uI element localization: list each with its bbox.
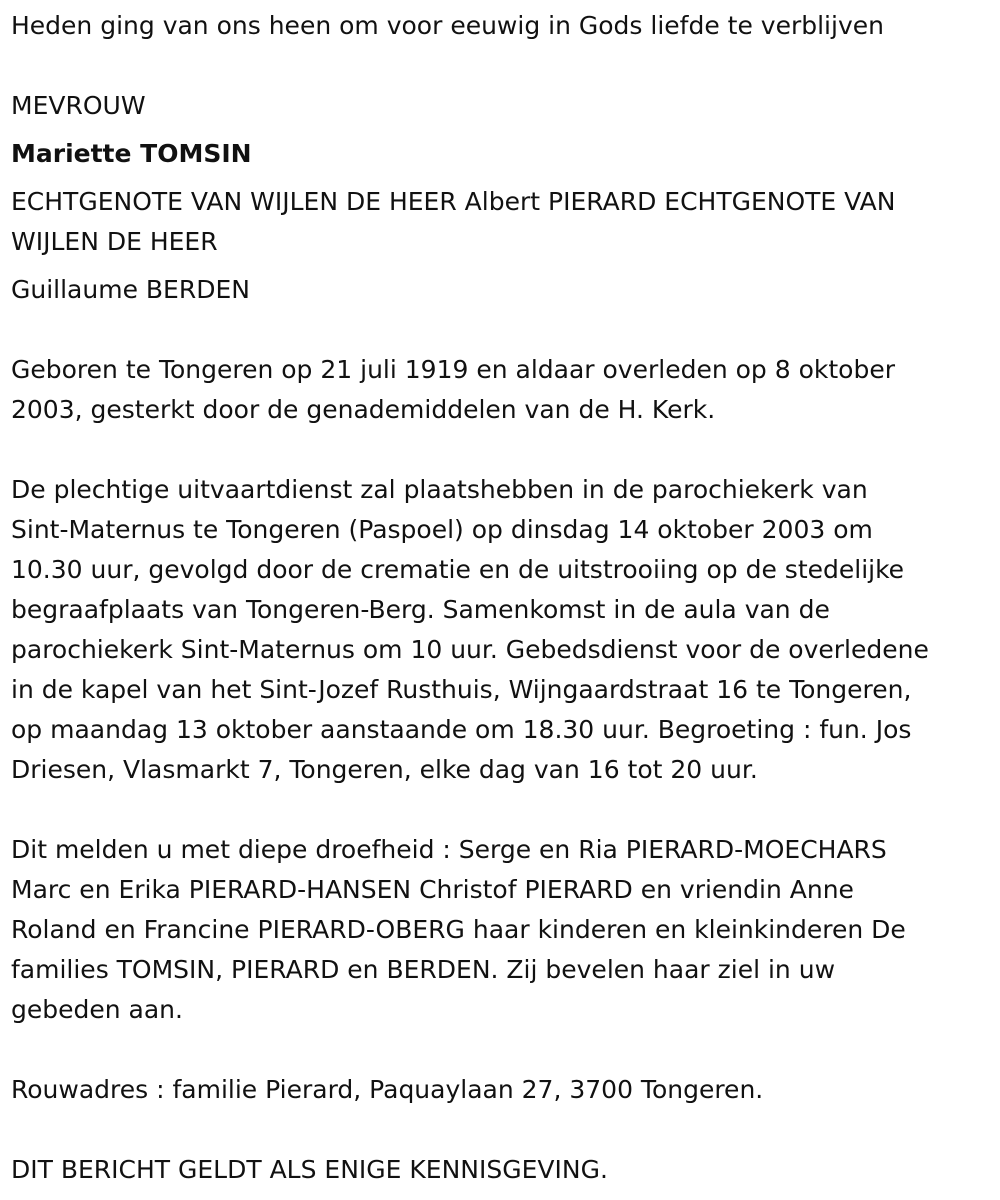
family-line: gebeden aan. <box>11 995 183 1024</box>
spacer <box>11 430 993 470</box>
birth-death-line: Geboren te Tongeren op 21 juli 1919 en aldaar overleden op 8 oktober <box>11 355 895 384</box>
spacer <box>11 1110 993 1150</box>
spacer <box>11 262 993 270</box>
funeral-line: 10.30 uur, gevolgd door de crematie en de uitstrooiing op de stedelijke <box>11 555 905 584</box>
family-paragraph <box>11 830 993 1030</box>
family-line: Marc en Erika PIERARD-HANSEN Christof PIERARD en vriendin Anne <box>11 875 854 904</box>
funeral-line: Driesen, Vlasmarkt 7, Tongeren, elke dag van 16 tot 20 uur. <box>11 755 758 784</box>
funeral-paragraph <box>11 470 993 790</box>
spouse-line-1: ECHTGENOTE VAN WIJLEN DE HEER Albert PIERARD ECHTGENOTE VAN <box>11 187 896 216</box>
intro-text: Heden ging van ons heen om voor eeuwig in Gods liefde te verblijven <box>11 11 884 40</box>
funeral-line: Sint-Maternus te Tongeren (Paspoel) op dinsdag 14 oktober 2003 om <box>11 515 873 544</box>
salutation: MEVROUW <box>11 91 146 120</box>
spacer <box>11 126 993 134</box>
death-notice <box>11 6 993 1190</box>
closing-statement: DIT BERICHT GELDT ALS ENIGE KENNISGEVING. <box>11 1155 608 1184</box>
spacer <box>11 174 993 182</box>
spacer <box>11 310 993 350</box>
spacer <box>11 790 993 830</box>
funeral-line: De plechtige uitvaartdienst zal plaatshebben in de parochiekerk van <box>11 475 868 504</box>
funeral-line: parochiekerk Sint-Maternus om 10 uur. Gebedsdienst voor de overledene <box>11 635 929 664</box>
spouse-line-3: Guillaume BERDEN <box>11 275 250 304</box>
mourning-address: Rouwadres : familie Pierard, Paquaylaan 27, 3700 Tongeren. <box>11 1075 764 1104</box>
birth-death-paragraph <box>11 350 993 430</box>
funeral-line: begraafplaats van Tongeren-Berg. Samenkomst in de aula van de <box>11 595 830 624</box>
spacer <box>11 1030 993 1070</box>
family-line: Roland en Francine PIERARD-OBERG haar kinderen en kleinkinderen De <box>11 915 906 944</box>
family-line: families TOMSIN, PIERARD en BERDEN. Zij bevelen haar ziel in uw <box>11 955 836 984</box>
deceased-name: Mariette TOMSIN <box>11 139 252 168</box>
spouse-line-2: WIJLEN DE HEER <box>11 227 218 256</box>
funeral-line: in de kapel van het Sint-Jozef Rusthuis, Wijngaardstraat 16 te Tongeren, <box>11 675 912 704</box>
spacer <box>11 46 993 86</box>
family-line: Dit melden u met diepe droefheid : Serge en Ria PIERARD-MOECHARS <box>11 835 887 864</box>
birth-death-line: 2003, gesterkt door de genademiddelen van de H. Kerk. <box>11 395 716 424</box>
funeral-line: op maandag 13 oktober aanstaande om 18.30 uur. Begroeting : fun. Jos <box>11 715 912 744</box>
